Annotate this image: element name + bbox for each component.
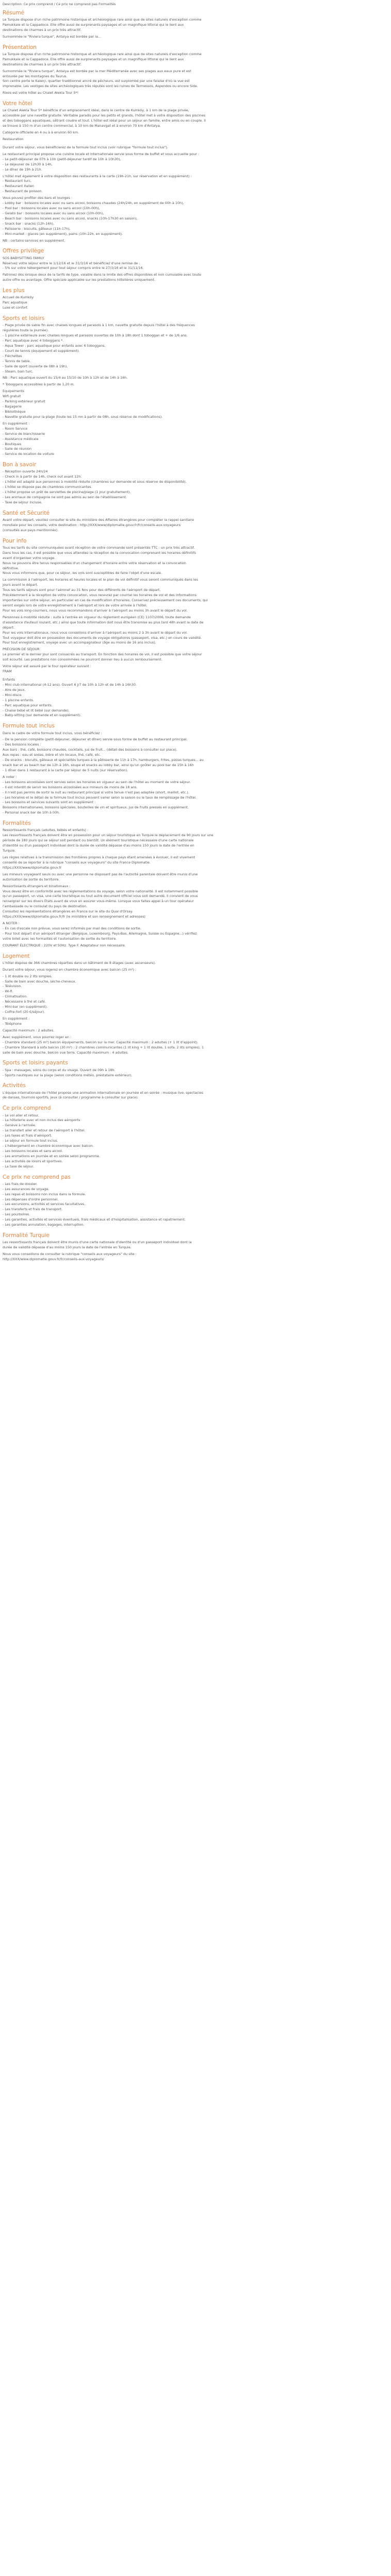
description-page xyxy=(0,0,391,1269)
text-line: durée de validité dépasse d'au moins 150 jours la date de l'entrée en Turquie. xyxy=(3,1245,132,1250)
text-line: https://XXX/www/diplomatie.gouv.fr/fr (le ministère et son renseignement et adresses) xyxy=(3,914,145,919)
text-line: Restauration xyxy=(3,137,24,141)
text-line: Aux bars : thé, café, boissons chaudes, cocktails, jus de fruit... (détail des boissons à consulter sur place). xyxy=(3,748,177,752)
text-line: - Les taxes et frais d'aéroport. xyxy=(3,1133,52,1138)
text-line: La Turquie dispose d'un riche patrimoine historique et archéologique rare ainsi que de sites naturels d'exception comme xyxy=(3,52,202,56)
text-line: - Les frais de dossier. xyxy=(3,1181,38,1186)
text-line: Turquie. xyxy=(3,849,16,853)
text-line: - Restaurant turc, xyxy=(3,179,31,183)
text-line: - Réception ouverte 24h/24 xyxy=(3,469,48,474)
section xyxy=(3,820,386,948)
text-line: - L'hôtel se dispose pas de chambres communicantes. xyxy=(3,485,92,489)
text-line: de danses, tournois sportifs, jeux (à consulter / programme à consulter sur place). xyxy=(3,1095,139,1100)
text-line: - Téléphone xyxy=(3,1021,22,1026)
text-line: - Spa : massages, soins du corps et du visage. Ouvert de 09h à 18h. xyxy=(3,1067,116,1072)
sections-container xyxy=(3,10,386,1262)
text-line: - Mini-bar (en supplément). xyxy=(3,1005,48,1009)
section xyxy=(3,953,386,1056)
text-line: - Boutiques xyxy=(3,442,22,446)
section xyxy=(3,1232,386,1262)
text-line: Les règles relatives à la transmission des frontières propres à chaque pays étant amenées à évoluer, il est vivement xyxy=(3,855,195,859)
text-line: Capacité maximum : 2 adultes. xyxy=(3,1028,55,1032)
text-line: Les ressortissants français doivent être munis d'une carte nationale d'identité ou d'un passeport individuel dont la xyxy=(3,1240,192,1245)
text-line: - Restaurant de poisson. xyxy=(3,189,43,194)
text-line: salle de bain avec douche, balcon vue terre. Capacité maximum : 4 adultes. xyxy=(3,1050,129,1055)
text-line: - Les boissons alcoolisées sont servies selon les horaires en vigueur au sein de l'hôtel au moment de votre séjour. xyxy=(3,779,191,784)
section-heading: Ce prix comprend xyxy=(3,1105,51,1112)
text-line: Rixos est votre hôtel au Chalet Alekla Tour 5*! xyxy=(3,91,79,95)
text-line: Avant votre départ, veuillez consulter le site du ministère des Affaires étrangères pour compléter la rappel sanitaire xyxy=(3,517,194,522)
text-line: Précédemment à la réception de votre convocation, vous recevrez par courriel les horaires de vol et des informations xyxy=(3,593,197,598)
section-heading: Ce prix ne comprend pas xyxy=(3,1174,71,1180)
text-line: - L'hôtel propose un prêt de serviettes de piscine/plage (1 jour gratuitement). xyxy=(3,490,131,495)
text-line: - Salle de sport (ouverte de 08h à 19h). xyxy=(3,364,68,368)
text-line: se trouve à 150 m d'un centre commercial, à 10 km de Manavgat et à environ 70 km d'Antalya. xyxy=(3,124,161,128)
text-line: seront exigés lors de votre enregistrement à l'aéroport et lors de votre arrivée à l'hôtel. xyxy=(3,603,148,608)
text-line: Parc aquatique xyxy=(3,300,27,305)
text-line: Surnommée le "Riviera turque", Antalya est bordée par la... xyxy=(3,34,101,39)
text-line: - Room Service xyxy=(3,426,28,431)
text-line: - Les repas et boissons non inclus dans la formule. xyxy=(3,1192,86,1196)
text-line: - Court de tennis (équipement et supplément). xyxy=(3,348,80,353)
text-line: - Wi-fi. xyxy=(3,989,13,994)
text-line: https://XXX/www/diplomatie.gouv.fr xyxy=(3,865,62,870)
text-line: - Le transfert aller et retour de l'aéroport à l'hôtel. xyxy=(3,1128,86,1133)
text-line: Nous vous conseillons de consulter la rubrique "conseils aux voyageurs" du site : xyxy=(3,1252,137,1257)
text-line: Vous pouvez profiter des bars et lounges : xyxy=(3,196,72,200)
text-line: - Les transferts et frais de transport. xyxy=(3,1207,63,1212)
text-line: - Les boissons locales et sans alcool. xyxy=(3,1148,63,1153)
text-line: - Chambre standard (25 m²) balcon équipements, balcon sur la mer. Capacité maximum : 2 adultes (+ 1 lit d'appoint). xyxy=(3,1040,199,1044)
text-line: * Toboggans accessibles à partir de 1,20 m. xyxy=(3,382,75,387)
text-line: - Les animations en journée et en soirée selon programme. xyxy=(3,1154,101,1158)
text-line: Son centre porte le Kaleiçi, quartier traditionnel ancré de pêcheurs, est surplombé par une falaise d'où la vue est xyxy=(3,79,190,83)
text-line: définitive. xyxy=(3,566,19,570)
section xyxy=(3,462,386,505)
text-line: - Le petit-déjeuner de 07h à 10h (petit-déjeuner tardif de 10h à 10h30), xyxy=(3,157,121,161)
text-line: - La hôtellerie avec et non inclus des aéroports xyxy=(3,1118,80,1123)
text-line: Le premier et le dernier jour sont consacrés au transport. En fonction des horaires de vol, il est possible que votre séjour xyxy=(3,652,202,657)
text-line: autorisation de sortie du territoire. xyxy=(3,877,60,882)
text-line: En supplément : xyxy=(3,421,30,426)
text-line: - Snack bar : snacks (12h-16h), xyxy=(3,221,54,226)
text-line: - Nécessaire à thé et café. xyxy=(3,999,46,1004)
text-line: Le restaurant principal propose une cuisine locale et internationale servie sous forme de buffet et vous accueille pour : xyxy=(3,151,200,156)
text-line: A NOTER : xyxy=(3,921,20,926)
text-line: Les mineurs voyageant seuls ou avec une personne ne disposant pas de l'autorité parentale doivent être munis d'une xyxy=(3,872,198,876)
text-line: - Parking extérieur gratuit xyxy=(3,399,45,404)
section-heading: Activités xyxy=(3,1082,26,1089)
text-line: Consultez les représentations étrangères en France sur le site du Quai d'Orsay. xyxy=(3,909,133,914)
text-line: - Télévision. xyxy=(3,984,22,989)
text-line: - Mini club international (4-12 ans). Ouvert 6 j/7 de 10h à 12h et de 14h à 16h30. xyxy=(3,682,137,687)
page-intro: Description: Ce prix comprend / Ce prix ne comprend pas Formalités xyxy=(3,2,116,6)
text-line: avant d'organiser votre voyage. xyxy=(3,555,56,560)
text-line: - Pour tout départ d'un aéroport étranger (Belgique, Luxembourg, Pays-Bas, Allemagne, Suisse ou Espagne...) vérifiez xyxy=(3,931,197,936)
text-line: - L'hébergement en chambre économique avec balcon. xyxy=(3,1144,94,1148)
text-line: l'ambassade ou le consulat du pays de destination. xyxy=(3,904,88,909)
text-line: - Personal snack bar de 10h à 00h. xyxy=(3,810,60,815)
text-line: L'équipe internationale de l'hôtel propose une animation internationale en journée et en soirée : musique live, spectacles xyxy=(3,1090,203,1095)
text-line: - 5% sur votre hébergement pour tout séjour compris entre le 27/3/16 et le 31/11/16. xyxy=(3,266,144,270)
text-line: - Lobby bar : boissons locales avec ou sans alcool, boissons chaudes (24h/24h, en supplément de 00h à 10h), xyxy=(3,201,184,206)
text-line: SOS BABYSITTING FAMILY xyxy=(3,256,44,260)
text-line: - Salle de réunion xyxy=(3,447,32,451)
text-line: - L'hôtel est adapté aux personnes à mobilité réduite (chambres sur demande et sous réserve de disponibilité). xyxy=(3,480,187,484)
text-line: - Taxe de séjour incluse. xyxy=(3,500,42,504)
text-line: Personnes à mobilité réduite : suite à l'entrée en vigueur du règlement européen (CE) 1107/2006, toute demande xyxy=(3,615,191,619)
text-line: - Plage privée de sable fin avec chaises longues et parasols à 1 km, navette gratuite depuis l'hôtel à des fréquences xyxy=(3,323,195,328)
section-heading: Logement xyxy=(3,953,30,959)
section xyxy=(3,287,386,311)
text-line: destinations de charmes à un prix très attractif. xyxy=(3,62,82,66)
text-line: Pour les vols long-courriers, nous vous recommandons d'arriver à l'aéroport au moins 3h avant le départ du vol. xyxy=(3,608,188,613)
text-line: Le Turquie dispose d'un riche patrimoine historique et archéologique rare ainsi que de sites naturels d'exception comme xyxy=(3,18,202,22)
text-line: - Sports nautiques sur la plage (selon conditions météo, prestataire extérieur). xyxy=(3,1073,133,1077)
section xyxy=(3,1105,386,1169)
section xyxy=(3,315,386,457)
text-line: - Mini-disco. xyxy=(3,692,23,697)
text-line: L'hôtel met également à votre disposition des restaurants à la carte (19h-21h, sur réservation et en supplément) : xyxy=(3,174,192,178)
section-heading: Présentation xyxy=(3,44,37,50)
text-line: - Les dépenses d'ordre personnel. xyxy=(3,1197,59,1201)
text-line: et des toboggans aquatiques, sêtrant coudre et tout. L'hôtel est idéal pour un séjour en famille, entre amis ou en couple. Il xyxy=(3,118,206,123)
text-line: - Service de location de voiture xyxy=(3,452,54,456)
text-line: votre billet avec les formalités et l'autorisation de sortie du territoire. xyxy=(3,936,117,941)
text-line: - 1 piscine extérieure avec chaises longues et parasols ouvertes de 10h à 18h dont 1 toboggan et + de 1/6 ans. xyxy=(3,333,188,338)
text-line: départ. xyxy=(3,625,15,630)
text-line: http://XXX/www.diplomatie.gouv.fr/fr/conseils-aux-voyageurs/ xyxy=(3,1257,104,1261)
text-line: - Aire de jeux. xyxy=(3,687,26,692)
text-line: entourée par les montagnes du Taurus. xyxy=(3,74,68,78)
text-line: Votre séjour est assuré par le tour opérateur suivant : xyxy=(3,664,91,669)
text-line: Pamukkale et la Cappadoce. Elle offre aussi de surprenants paysages et un magnifique littoral qui le lient aux xyxy=(3,57,184,61)
text-line: Surnommée le "Riviera turque", Antalya est bordée par la mer Méditerranée avec ses plages aux eaux pure et est xyxy=(3,69,191,73)
section-heading: Sports et loisirs payants xyxy=(3,1060,68,1066)
text-line: FRAM xyxy=(3,669,12,674)
text-line: - Bagagerie xyxy=(3,404,22,409)
text-line: Réservez votre séjour entre le 1/12/16 et le 31/3/16 et bénéficiez d'une remise de : xyxy=(3,261,140,265)
section xyxy=(3,10,386,40)
section-heading: Les plus xyxy=(3,287,25,294)
text-line: - Fléchettes xyxy=(3,353,22,358)
text-line: - Les pourboires. xyxy=(3,1212,30,1217)
text-line: (consultés aux pays mentionnés). xyxy=(3,528,59,532)
text-line: - 1 dîner dans 1 restaurant à la carte par séjour de 5 nuits (sur réservation). xyxy=(3,768,128,772)
section-heading: Formule tout inclus xyxy=(3,723,55,730)
text-line: Vous devez être en conformité avec les réglementations du voyage, selon votre nationalité. Il est notamment possible xyxy=(3,889,198,893)
text-line: - Assistance médicale xyxy=(3,436,39,441)
section xyxy=(3,1082,386,1100)
text-line: - La taxe de séjour. xyxy=(3,1164,34,1168)
text-line: - Genève à l'arrivée. xyxy=(3,1123,36,1128)
text-line: Pamukkale et la Cappadoce. Elle offre aussi de surprenants paysages et un magnifique littoral qui le lient aux xyxy=(3,22,184,27)
text-line: - 1 lit double ou 2 lits simples. xyxy=(3,974,53,978)
text-line: - 1 piscine enfants. xyxy=(3,698,34,702)
text-line: - Baby-sitting (sur demande et en supplément). xyxy=(3,713,82,718)
text-line: Aux repas : eau et sodas, bière et vin locaux, thé, café, etc. xyxy=(3,753,101,757)
text-line: - En cas d'escale non prévue, vous serez informés par mail des conditions de sortie. xyxy=(3,926,141,930)
section-heading: Bon à savoir xyxy=(3,462,37,468)
text-line: - Il est interdit de servir les boissons alcoolisées aux mineurs de moins de 18 ans. xyxy=(3,785,138,789)
section xyxy=(3,44,386,96)
text-line: Accueil de Kumköy xyxy=(3,295,34,300)
section-heading: Offres privilège xyxy=(3,248,44,255)
section xyxy=(3,142,386,244)
text-line: Avec supplément, vous pourrez loger en : xyxy=(3,1035,72,1039)
text-line: Les ressortissants français doivent être en possession pour un séjour touristique en Turquie:le déplacement de 90 jours sur une xyxy=(3,833,214,838)
text-line: destinations de charmes à un prix très attractif. xyxy=(3,27,82,32)
text-line: d'identité ou d'un passeport individuel dont la durée de validité dépasse d'au moins 150 jours la date de l'entrée en xyxy=(3,843,194,848)
text-line: A noter : xyxy=(3,774,17,779)
section xyxy=(3,1174,386,1228)
section-heading: Pour info xyxy=(3,537,27,544)
text-line: La commission à l'aéroport, les horaires et heures locales et le plan de vol définitif vous seront communiqués dans les xyxy=(3,578,198,582)
text-line: - Des boissons locales : xyxy=(3,742,41,747)
text-line: COURANT ÉLECTRIQUE : 220V et 50Hz. Type F. Adaptateur non nécessaire. xyxy=(3,943,126,947)
text-line: Durant votre séjour, vous bénéficierez de la formule tout inclus (voir rubrique "formule tout inclus"). xyxy=(3,145,168,149)
text-line: - Climatisation. xyxy=(3,994,28,999)
text-line: - Les horaires et le détail de la formule tout inclus peuvent varier selon la saison ou le taux de remplissage de l'hôtel. xyxy=(3,795,197,800)
text-line: Luxe et confort xyxy=(3,306,28,310)
text-line: renseigner sur les divers États avant de vous en assurer vous-même. Lorsque vous faites appel à un tour opérateur xyxy=(3,899,194,904)
text-line: imprenable. Les vestiges de sites archéologiques très réputés sont les ruines de Termessos, Aspendos ou encore Side. xyxy=(3,84,198,89)
text-line: d'assistance (fauteuil roulant, etc.) ainsi que toute information doit nous être transmise au plus tard 48h avant la date de xyxy=(3,620,204,624)
text-line: mondiale pour les conseils, votre destination : http://XXX/www/diplomatie.gouv.fr/fr/conseils-aux-voyageurs xyxy=(3,522,181,527)
text-line: Nous vous informons que, pour ce séjour, les vols sont susceptibles de faire l'objet d'une escale. xyxy=(3,571,162,575)
text-line: - Chaise bébé et lit bébé (sur demande). xyxy=(3,708,70,713)
text-line: - Aqua Tower : parc aquatique pour enfants avec 6 toboggans. xyxy=(3,343,106,348)
section-heading: Formalités xyxy=(3,820,31,827)
text-line: - Les boissons et services suivants sont en supplément : xyxy=(3,800,96,805)
text-line: - Gelato bar : boissons locales avec ou sans alcool (10h-00h), xyxy=(3,211,104,215)
text-line: - Les activités de loisirs et sportives. xyxy=(3,1159,63,1163)
text-line: Boissons internationales, boissons spéciales, bouteilles de vin et spiritueux, jus de fruits pressés en supplément. xyxy=(3,805,189,810)
text-line: Nous ne pouvons être tenus responsables d'un changement d'horaire entre votre réservation et la convocation xyxy=(3,561,186,565)
text-line: - Steam, bain turc. xyxy=(3,369,34,374)
text-line: Catégorie officielle en 4 ou à à environ 60 km. xyxy=(3,130,79,135)
text-line: autre offre ou avantage. Offre spéciale applicable sur les prestations hôtelières uniquement. xyxy=(3,278,156,282)
text-line: régulières toute la journée). xyxy=(3,328,49,333)
text-line: Le Chalet Alekla Tour 5* bénéficie d'un emplacement idéal, dans le centre de Kumköy, à 1 km de la plage privée, xyxy=(3,108,189,113)
text-line: Ressortissants étrangers et binationaux : xyxy=(3,884,71,888)
text-line: Pour tout enregistrement, voyage avec un accompagnateur (âge au moins de 16 ans inclus). xyxy=(3,640,156,645)
text-line: - Beach bar : boissons locales avec ou sans alcool, snacks (10h-17h30 en saison), xyxy=(3,216,138,221)
text-line: Durant votre séjour, vous logerez en chambre économique avec balcon (25 m²) : xyxy=(3,967,137,972)
text-line: qu'un passeport, un visa, une carte touristique ou tout autre document officiel vous soit demandé. Il convient de vous xyxy=(3,894,198,899)
text-line: - Parc aquatique pour enfants. xyxy=(3,703,53,707)
section xyxy=(3,538,386,674)
text-line: - Bibliothèque xyxy=(3,409,26,414)
section xyxy=(3,674,386,718)
text-line: snack bar et au beach bar de 12h à 16h, soupe et snacks au lobby bar, ainsi qu'un goûter au pool bar de 15h à 16h xyxy=(3,763,194,768)
text-line: - Navette gratuite pour la plage (toute les 15 mn à partir de 08h, sous réserve de modifications). xyxy=(3,414,163,419)
text-line: L'hôtel dispose de 366 chambres réparties dans un bâtiment de 8 étages (avec ascenseurs). xyxy=(3,960,156,965)
text-line: Wifi gratuit xyxy=(3,394,21,399)
text-line: - Pool bar : boissons locales avec ou sans alcool (10h-00h), xyxy=(3,206,100,211)
text-line: conseillé de se reporter à la rubrique "conseils aux voyageurs" du site France Diplomatie. xyxy=(3,860,151,865)
text-line: - Chambre Standard à sofa balcon (30 m²) : 2 chambres communicantes (1 lit king + 1 lit double, 1 sofa, 2 lits simples), 1 xyxy=(3,1045,204,1049)
text-line: Tous les tarifs du site communiquées avant réception de votre commande sont présentés TTC : un prix très attractif. xyxy=(3,545,195,550)
text-line: - Il n'est pas permis de sortir la nuit au restaurant principal si votre tenue n'est pas adaptée (short, maillot, etc.). xyxy=(3,790,189,794)
text-line: PRÉCISION DE SÉJOUR xyxy=(3,647,40,652)
text-line: accessible par une navette gratuite. Véritable paradis pour les petits et grands, l'hôtel met à votre disposition des piscines xyxy=(3,113,206,118)
text-line: période de 180 jours qui se séjour soit pendant ou bientôt. Un élément touristique nécessaire d'une carte nationale xyxy=(3,838,194,843)
section xyxy=(3,1060,386,1078)
section-heading: Votre hôtel xyxy=(3,100,32,107)
section-heading: Sports et loisirs xyxy=(3,315,45,322)
text-line: Dans le cadre de votre formule tout inclus, vous bénéficiez : xyxy=(3,731,102,735)
text-line: NB : certains services en supplément. xyxy=(3,238,66,243)
text-line: importantes sur votre séjour, en particulier en cas de modification d'horaires. Conservez précieusement ces documents, qui xyxy=(3,598,208,603)
text-line: jours avant le départ. xyxy=(3,583,38,587)
section-heading: Résumé xyxy=(3,9,25,16)
text-line: - Les garanties annulation, bagages, interruption. xyxy=(3,1223,85,1227)
text-line: - Service de blanchisserie xyxy=(3,431,45,436)
text-line: - De la pension complète (petit-déjeuner, déjeuner et dîner) servie sous forme de buffet au restaurant principal. xyxy=(3,737,188,742)
text-line: - Les assurances de voyage. xyxy=(3,1187,50,1191)
text-line: - Coffre-fort (20 €/séjour). xyxy=(3,1010,45,1014)
text-line: Dans tous les cas, il est possible que vous attendiez la réception de la convocation comprenant les horaires définitifs xyxy=(3,550,196,555)
text-line: - De snacks : biscuits, gâteaux et spécialités turques à la pâtisserie de 11h à 17h, hamburgers, frites, pizzas turques... au xyxy=(3,758,204,762)
text-line: Tous les tarifs séjours sont pour l'aéronef au 31 Nov pour des différents de l'aéroport de départ. xyxy=(3,588,161,592)
text-line: Equipements xyxy=(3,389,24,394)
text-line: soit écourté. Les prestations non consommées ne pourront donner lieu à aucun remboursement. xyxy=(3,657,162,662)
text-line: - Le déjeuner de 12h30 à 14h, xyxy=(3,162,53,166)
section xyxy=(3,248,386,283)
text-line: - Le dîner de 19h à 21h. xyxy=(3,167,42,172)
section-heading: Formalité Turquie xyxy=(3,1232,50,1239)
text-line: - Tennis de table. xyxy=(3,359,31,363)
text-line: - Patisserie : biscuits, gâteaux (11h-17h), xyxy=(3,226,71,231)
text-line: Tout voyageur doit être en possession des documents de voyage obligatoires (passeport, visa, etc.) en cours de validité. xyxy=(3,635,202,640)
text-line: - Le vol aller et retour. xyxy=(3,1113,39,1117)
text-line: Patronez dès lorsque deux de la tarifs de type, valable dans la limite des offres disponibles et non cumulable avec toute xyxy=(3,273,201,277)
text-line: Ressortissants français (adultes, bébés et enfants) : xyxy=(3,828,89,833)
text-line: - Parc aquatique avec 4 toboggans *. xyxy=(3,338,64,343)
section-heading: Santé et Sécurité xyxy=(3,510,50,516)
section xyxy=(3,723,386,816)
text-line: Pour les vols internationaux, nous vous conseillons d'arriver à l'aéroport au moins 2 à 3h avant le départ du vol. xyxy=(3,630,188,635)
text-line: - Restaurant italien xyxy=(3,184,35,189)
text-line: - Check in à partir de 14h, check out avant 12h. xyxy=(3,474,82,479)
section xyxy=(3,100,386,142)
text-line: - Les excursions, activités et services facultatives. xyxy=(3,1202,86,1207)
section xyxy=(3,510,386,533)
text-line: - Salle de bain avec douche, sèche-cheveux. xyxy=(3,979,76,984)
text-line: - Le séjour en formule tout inclus. xyxy=(3,1139,58,1143)
text-line: Enfants xyxy=(3,677,15,682)
text-line: NB : Parc aquatique ouvert du 15/4 au 15/10 de 10h à 12h et de 14h à 16h. xyxy=(3,376,128,380)
text-line: - Mini-market : glaces (en supplément), pains (10h-22h, en supplément). xyxy=(3,231,123,236)
text-line: - Les garanties, activités et services éventuels, frais médicaux et d'hospitalisation, assistance et rapatriement. xyxy=(3,1217,186,1222)
text-line: En supplément : xyxy=(3,1016,30,1021)
text-line: - Les animaux de compagnie ne sont pas admis au sein de l'établissement. xyxy=(3,495,127,500)
